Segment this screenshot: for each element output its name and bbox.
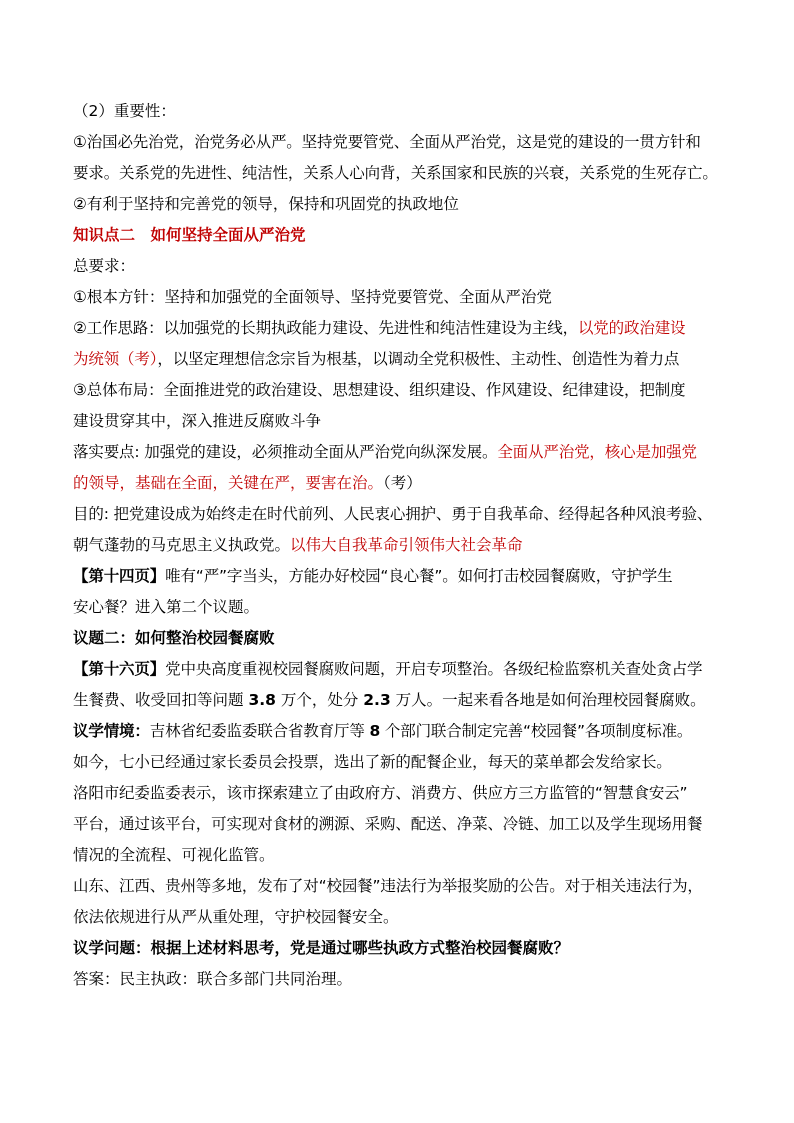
document-page	[73, 96, 733, 995]
highlight-text: 的领导，基础在全面，关键在严，要害在治。	[73, 474, 384, 492]
stat-number: 2.3	[363, 691, 391, 709]
work-approach-line-cont	[73, 344, 733, 375]
page-14-text: 唯有“严”字当头，方能办好校园“良心餐”。如何打击校园餐腐败，守护学生	[165, 567, 673, 585]
overall-layout-line-cont: 建设贯穿其中，深入推进反腐败斗争	[73, 412, 322, 430]
stat-number: 8	[369, 722, 381, 740]
paragraph-line: 要求。关系党的先进性、纯洁性，关系人心向背，关系国家和民族的兴衰，关系党的生死存亡。	[73, 164, 718, 182]
fundamental-policy-line: ①根本方针：坚持和加强党的全面领导、坚持党要管党、全面从严治党	[73, 288, 552, 306]
scenario-line	[73, 716, 733, 747]
subsection-heading-importance: （2）重要性：	[73, 102, 176, 120]
purpose-text: 朝气蓬勃的马克思主义执政党。	[73, 536, 291, 554]
scenario-line-cont: 平台，通过该平台，可实现对食材的溯源、采购、配送、净菜、冷链、加工以及学生现场用餐	[73, 815, 703, 833]
highlight-text: 以伟大自我革命引领伟大社会革命	[290, 536, 523, 554]
text-segment: 生餐费、收受回扣等问题	[73, 691, 249, 709]
page-reference-label: 【第十四页】	[73, 567, 166, 585]
scenario-line-cont: 山东、江西、贵州等多地，发布了对“校园餐”违法行为举报奖励的公告。对于相关违法行为，	[73, 877, 703, 895]
page-16-text: 党中央高度重视校园餐腐败问题，开启专项整治。各级纪检监察机关查处贪占学	[165, 660, 703, 678]
knowledge-point-heading: 知识点二 如何坚持全面从严治党	[73, 226, 306, 244]
highlight-text: 为统领（考）	[73, 350, 158, 368]
implementation-points-line-cont	[73, 468, 733, 499]
paragraph-line: ②有利于坚持和完善党的领导，保持和巩固党的执政地位	[73, 195, 459, 213]
scenario-line-cont: 洛阳市纪委监委表示，该市探索建立了由政府方、消费方、供应方三方监管的“智慧食安云”	[73, 784, 688, 802]
discussion-question: 议学问题：根据上述材料思考，党是通过哪些执政方式整治校园餐腐败？	[73, 939, 570, 957]
page-14-line	[73, 561, 733, 592]
stat-number: 3.8	[248, 691, 276, 709]
page-16-line-cont	[73, 685, 733, 716]
page-reference-label: 【第十六页】	[73, 660, 166, 678]
answer-line: 答案：民主执政：联合多部门共同治理。	[73, 970, 353, 988]
highlight-text: 全面从严治党，核心是加强党	[497, 443, 697, 461]
purpose-line-cont	[73, 530, 733, 561]
overall-requirements-label: 总要求：	[73, 257, 136, 275]
work-approach-line	[73, 313, 733, 344]
topic-two-heading: 议题二：如何整治校园餐腐败	[73, 629, 275, 647]
exam-note: （考）	[383, 474, 422, 492]
scenario-line-cont: 情况的全流程、可视化监管。	[73, 846, 275, 864]
text-segment: 吉林省纪委监委联合省教育厅等	[149, 722, 370, 740]
scenario-label: 议学情境：	[73, 722, 150, 740]
paragraph-line: ①治国必先治党，治党务必从严。坚持党要管党、全面从严治党，这是党的建设的一贯方针和	[73, 133, 701, 151]
implementation-points-line	[73, 437, 733, 468]
overall-layout-line: ③总体布局：全面推进党的政治建设、思想建设、组织建设、作风建设、纪律建设，把制度	[73, 381, 686, 399]
highlight-text: 以党的政治建设	[577, 319, 686, 337]
implementation-text: 落实要点: 加强党的建设，必须推动全面从严治党向纵深发展。	[73, 443, 498, 461]
text-segment: 万个，处分	[275, 691, 364, 709]
scenario-line-cont: 依法依规进行从严从重处理，守护校园餐安全。	[73, 908, 399, 926]
work-approach-text: ，以坚定理想信念宗旨为根基，以调动全党积极性、主动性、创造性为着力点	[157, 350, 680, 368]
page-14-line-cont: 安心餐？进入第二个议题。	[73, 598, 260, 616]
text-segment: 万人。一起来看各地是如何治理校园餐腐败。	[390, 691, 706, 709]
purpose-line: 目的: 把党建设成为始终走在时代前列、人民衷心拥护、勇于自我革命、经得起各种风浪考验、	[73, 505, 713, 523]
work-approach-text: ②工作思路：以加强党的长期执政能力建设、先进性和纯洁性建设为主线，	[73, 319, 578, 337]
text-segment: 个部门联合制定完善“校园餐”各项制度标准。	[380, 722, 693, 740]
page-16-line	[73, 654, 733, 685]
scenario-line-cont: 如今，七小已经通过家长委员会投票，选出了新的配餐企业，每天的菜单都会发给家长。	[73, 753, 672, 771]
